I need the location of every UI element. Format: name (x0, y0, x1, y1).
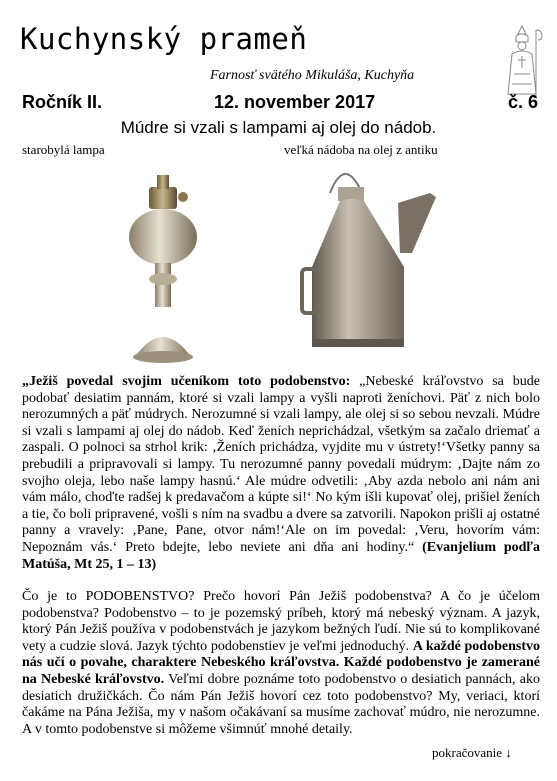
oil-vessel-caption: veľká nádoba na olej z antiku (284, 142, 438, 157)
parish-subtitle: Farnosť svätého Mikuláša, Kuchyňa (210, 68, 415, 83)
article-bold-text: A každé podobenstvo nás učí o povahe, charaktere Nebeského kráľovstva. Každé podobenstvo je zamerané na Nebeské kráľovstvo. (22, 638, 540, 687)
oil-vessel-image (300, 157, 450, 355)
volume-label: Ročník II. (22, 92, 103, 112)
headline: Múdre si vzali s lampami aj olej do nádob. (120, 118, 437, 137)
article-paragraph (22, 589, 540, 738)
gospel-reference: (Evanjelium podľa Matúša, Mt 25, 1 – 13) (22, 539, 540, 572)
article-text-2: Veľmi dobre poznáme toto podobenstvo o desiatich pannách, ako desiatich družičkách. Čo nám Pán Ježiš hovorí cez toto podobenstvo? My, veriaci, ktorí čakáme na Pána Ježiša, my v našom očakávaní sa musíme zachovať múdro, nie nerozumne. A v tomto podobenstve si môžeme všimnúť mnohé detaily. (22, 671, 540, 737)
gospel-intro: „Ježiš povedal svojim učeníkom toto podobenstvo: (22, 374, 351, 389)
newsletter-title: Kuchynský prameň (20, 22, 308, 56)
gospel-paragraph (22, 374, 540, 573)
continued-note: pokračovanie ↓ (432, 745, 512, 760)
issue-date: 12. november 2017 (214, 92, 376, 112)
oil-lamp-image (123, 167, 203, 367)
lamp-caption: starobylá lampa (22, 142, 105, 157)
article-text-1: Čo je to PODOBENSTVO? Prečo hovorí Pán Ježiš podobenstva? A čo je účelom podobenstva? Podobenstvo – to je pozemský príbeh, ktorý má nebeský význam. A jazyk, ktorý Pán Ježiš používa v podobenstvách je jazykom bežných ľudí. Nie sú to komplikované vety a cudzie slová. Jazyk týchto podobenstiev je veľmi jednoduchý. (22, 589, 540, 654)
saint-nicholas-icon (498, 24, 546, 100)
issue-number: č. 6 (507, 92, 538, 112)
gospel-text: „Nebeské kráľovstvo sa bude podobať desiatim pannám, ktoré si vzali lampy a vyšli naproti ženíchovi. Päť z nich bolo nerozumných a päť múdrych. Nerozumné si vzali lampy, ale olej si so sebou nevzali. Múdre si vzali s lampami aj olej do nádob. Keď ženích neprichádzal, všetkým sa začalo driemať a zaspali. O polnoci sa strhol krik: ‚Ženích prichádza, vyjdite mu v ústrety!‘Všetky panny sa prebudili a pripravovali si lampy. Tu nerozumné panny povedali múdrym: ‚Dajte nám zo svojho oleja, lebo naše lampy hasnú.‘ Ale múdre odvetili: ‚Aby azda nebolo ani nám ani vám málo, choďte radšej k predavačom a kúpte si!‘ No kým išli kupovať olej, prišiel ženích a tie, čo boli pripravené, vošli s ním na svadbu a dvere sa zatvorili. Napokon prišli aj ostatné panny a vravely: ‚Pane, Pane, otvor nám!‘Ale on im povedal: ‚Veru, hovorím vám: Nepoznám vás.‘ Preto bdejte, lebo neviete ani dňa ani hodiny.“ (22, 374, 540, 555)
